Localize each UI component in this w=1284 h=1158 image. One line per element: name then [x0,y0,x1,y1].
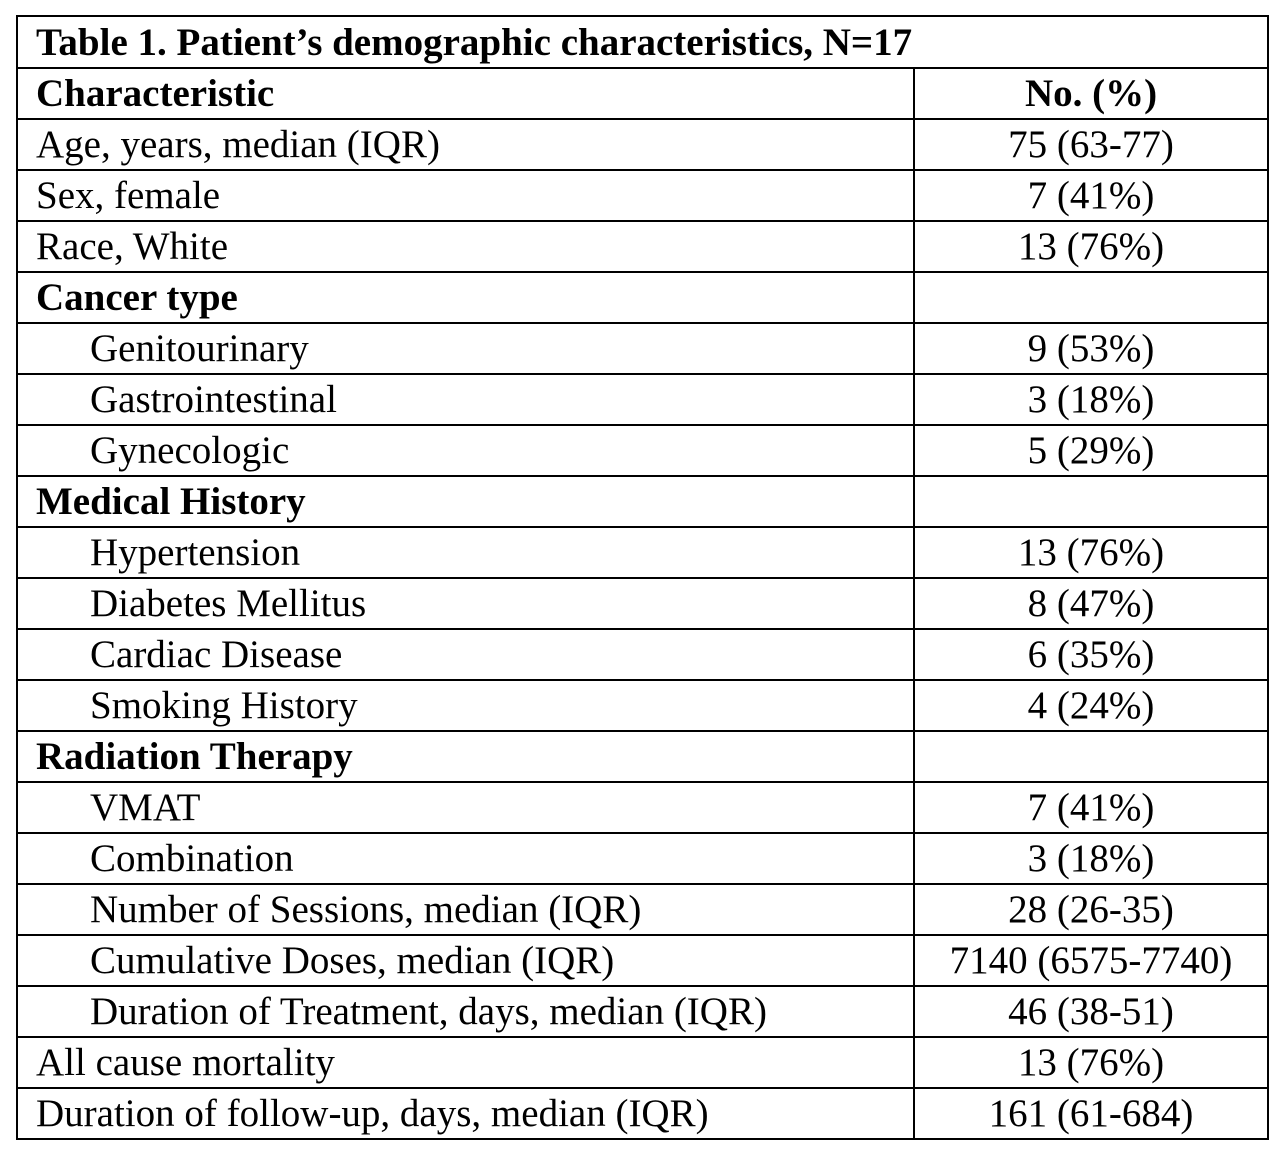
table-row [17,527,1268,578]
row-label: VMAT [17,782,914,833]
row-label: Smoking History [17,680,914,731]
table-row [17,629,1268,680]
row-label: Diabetes Mellitus [17,578,914,629]
table-row [17,1088,1268,1139]
row-label: Genitourinary [17,323,914,374]
row-value: 13 (76%) [914,221,1268,272]
table-row [17,221,1268,272]
row-label: All cause mortality [17,1037,914,1088]
row-value: 6 (35%) [914,629,1268,680]
table-row [17,323,1268,374]
row-value: 28 (26-35) [914,884,1268,935]
row-label: Cardiac Disease [17,629,914,680]
row-value: 7 (41%) [914,170,1268,221]
section-label: Radiation Therapy [17,731,914,782]
row-label: Race, White [17,221,914,272]
row-value: 7 (41%) [914,782,1268,833]
table-row [17,374,1268,425]
row-value: 3 (18%) [914,374,1268,425]
demographics-table [16,15,1269,1140]
section-row [17,272,1268,323]
row-value: 13 (76%) [914,1037,1268,1088]
row-value: 161 (61-684) [914,1088,1268,1139]
row-value: 13 (76%) [914,527,1268,578]
table-title: Table 1. Patient’s demographic characteristics, N=17 [17,16,1268,68]
row-label: Gastrointestinal [17,374,914,425]
table-row [17,578,1268,629]
table-row [17,1037,1268,1088]
section-label: Cancer type [17,272,914,323]
row-label: Duration of Treatment, days, median (IQR) [17,986,914,1037]
row-value [914,731,1268,782]
row-value: 75 (63-77) [914,119,1268,170]
table-row [17,782,1268,833]
section-row [17,731,1268,782]
row-label: Age, years, median (IQR) [17,119,914,170]
row-label: Cumulative Doses, median (IQR) [17,935,914,986]
table-row [17,119,1268,170]
row-value: 3 (18%) [914,833,1268,884]
header-value: No. (%) [914,68,1268,119]
table-row [17,170,1268,221]
table-row [17,425,1268,476]
table-row [17,833,1268,884]
table-header-row [17,68,1268,119]
row-label: Gynecologic [17,425,914,476]
row-label: Duration of follow-up, days, median (IQR) [17,1088,914,1139]
row-value [914,272,1268,323]
section-label: Medical History [17,476,914,527]
row-label: Combination [17,833,914,884]
row-label: Number of Sessions, median (IQR) [17,884,914,935]
table-title-row [17,16,1268,68]
table-row [17,680,1268,731]
row-label: Hypertension [17,527,914,578]
row-value: 8 (47%) [914,578,1268,629]
section-row [17,476,1268,527]
row-value: 5 (29%) [914,425,1268,476]
table-row [17,884,1268,935]
row-value [914,476,1268,527]
table-row [17,986,1268,1037]
header-characteristic: Characteristic [17,68,914,119]
row-label: Sex, female [17,170,914,221]
table-row [17,935,1268,986]
row-value: 7140 (6575-7740) [914,935,1268,986]
row-value: 4 (24%) [914,680,1268,731]
row-value: 46 (38-51) [914,986,1268,1037]
row-value: 9 (53%) [914,323,1268,374]
